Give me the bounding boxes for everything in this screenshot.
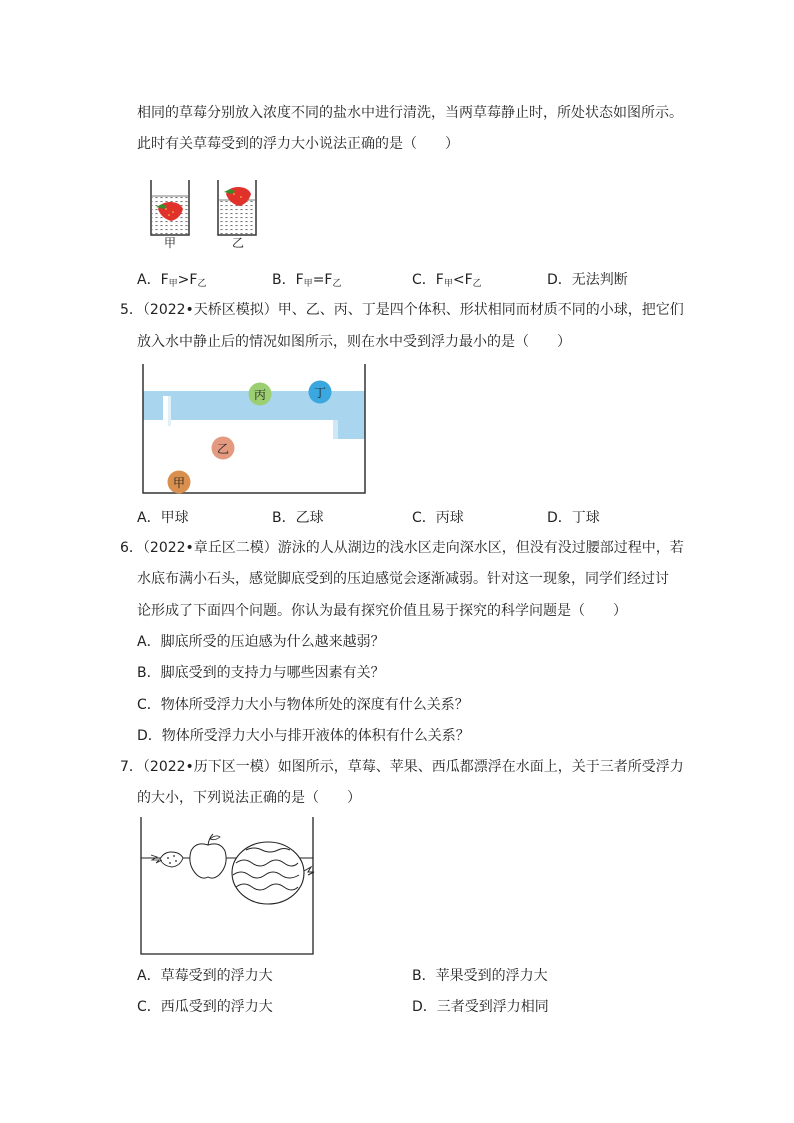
watermelon-icon [232, 842, 314, 904]
q7-option-d: D．三者受到浮力相同 [412, 999, 549, 1015]
q7-fruits-figure [138, 815, 316, 957]
q4-strawberry-figure [140, 176, 270, 258]
svg-text:甲: 甲 [172, 476, 186, 490]
label-jia: 甲 [164, 236, 177, 250]
q5-line-1: 5．（2022•天桥区模拟）甲、乙、丙、丁是四个体积、形状相同而材质不同的小球，把它们 [120, 302, 684, 318]
q4-line-1: 相同的草莓分别放入浓度不同的盐水中进行清洗，当两草莓静止时，所处状态如图所示。 [137, 105, 683, 121]
q7-line-2: 的大小，下列说法正确的是（ ） [137, 790, 361, 806]
q6-line-1: 6．（2022•章丘区二模）游泳的人从湖边的浅水区走向深水区，但没有没过腰部过程中，若 [120, 540, 684, 556]
svg-text:丙: 丙 [253, 388, 267, 402]
q4-option-a: A．$F_甲>F_乙$ [137, 272, 207, 289]
ball-jia [168, 471, 191, 494]
q6-option-d: D．物体所受浮力大小与排开液体的体积有什么关系？ [137, 728, 470, 744]
q6-line-2: 水底布满小石头，感觉脚底受到的压迫感觉会逐渐减弱。针对这一现象，同学们经过讨 [137, 571, 669, 587]
ball-ding [309, 381, 332, 404]
q5-option-c: C．丙球 [412, 510, 464, 526]
q6-option-c: C．物体所受浮力大小与物体所处的深度有什么关系？ [137, 697, 469, 713]
svg-text:丁: 丁 [313, 386, 327, 400]
q7-option-a: A．草莓受到的浮力大 [137, 968, 273, 984]
q6-line-3: 论形成了下面四个问题。你认为最有探究价值且易于探究的科学问题是（ ） [137, 603, 627, 619]
q5-balls-figure [140, 362, 368, 496]
q6-option-b: B．脚底受到的支持力与哪些因素有关？ [137, 665, 385, 681]
q7-option-c: C．西瓜受到的浮力大 [137, 999, 273, 1015]
strawberry-icon [151, 852, 183, 867]
ball-yi [212, 437, 235, 460]
ball-bing [249, 383, 272, 406]
label-yi: 乙 [232, 236, 245, 250]
q4-option-b: B．$F_甲=F_乙$ [272, 272, 342, 289]
svg-text:乙: 乙 [216, 442, 230, 456]
beaker-yi [218, 180, 256, 235]
q5-option-d: D．丁球 [547, 510, 600, 526]
beaker-jia [151, 180, 189, 235]
q6-option-a: A．脚底所受的压迫感为什么越来越弱？ [137, 634, 385, 650]
q5-option-a: A．甲球 [137, 510, 189, 526]
q4-option-d: D．无法判断 [547, 272, 628, 288]
q5-line-2: 放入水中静止后的情况如图所示，则在水中受到浮力最小的是（ ） [137, 334, 571, 350]
q7-option-b: B．苹果受到的浮力大 [412, 968, 548, 984]
q5-option-b: B．乙球 [272, 510, 324, 526]
apple-icon [190, 834, 226, 878]
q4-line-2: 此时有关草莓受到的浮力大小说法正确的是（ ） [137, 136, 459, 152]
q7-line-1: 7．（2022•历下区一模）如图所示，草莓、苹果、西瓜都漂浮在水面上，关于三者所受浮力 [120, 759, 684, 775]
q4-option-c: C．$F_甲<F_乙$ [412, 272, 482, 289]
